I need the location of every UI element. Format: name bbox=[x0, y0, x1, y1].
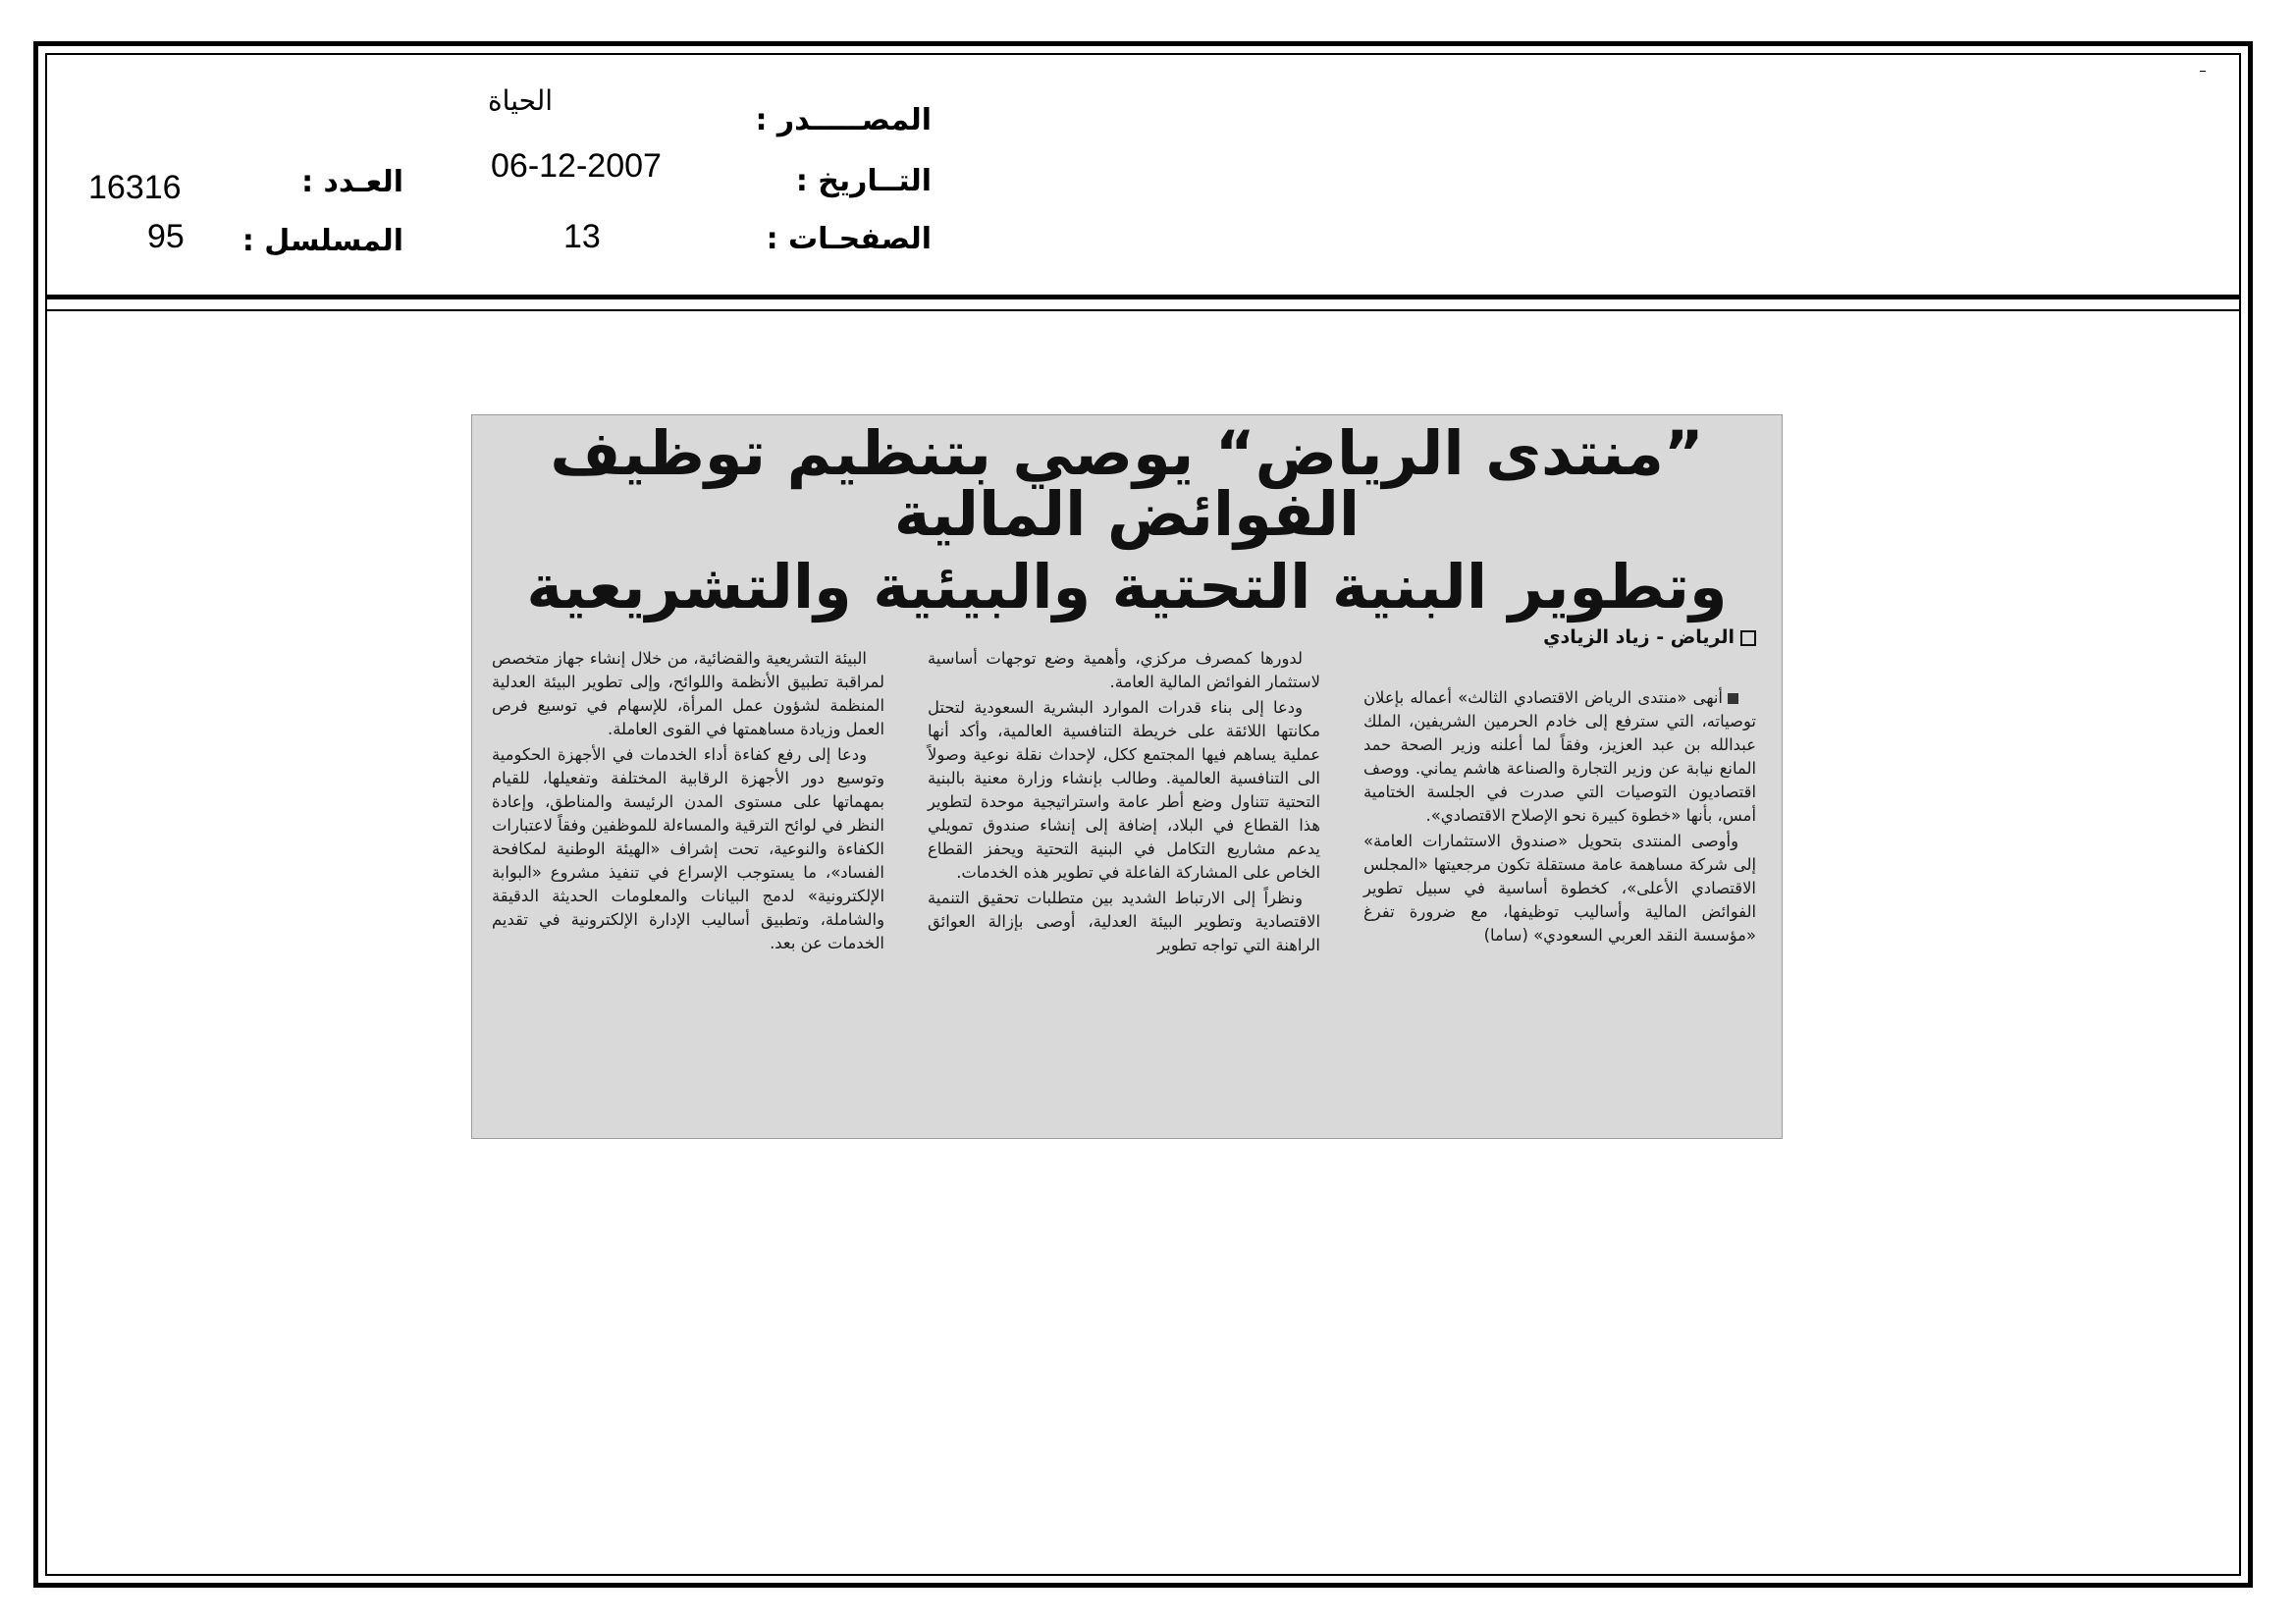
newspaper-clipping bbox=[471, 414, 1783, 1139]
date-label: التــاريخ : bbox=[795, 164, 932, 198]
col3-paragraph-1: البيئة التشريعية والقضائية، من خلال إنشاء جهاز متخصص لمراقبة تطبيق الأنظمة واللوائح، وإلى تطوير البيئة العدلية المنظمة لشؤون عمل المرأة، للإسهام في توسيع فرص العمل وزيادة مساهمتها في القوى العاملة. bbox=[492, 649, 884, 738]
byline-box-icon bbox=[1740, 630, 1756, 646]
article-byline bbox=[1543, 626, 1756, 648]
pages-label: الصفحـات : bbox=[766, 222, 932, 256]
article-column-1 bbox=[1363, 686, 1756, 949]
headline-line-2: وتطوير البنية التحتية والبيئية والتشريعية bbox=[526, 551, 1728, 623]
byline-text: الرياض - زياد الزيادي bbox=[1543, 626, 1735, 648]
header-divider-thin bbox=[45, 309, 2241, 311]
paragraph-square-icon bbox=[1728, 693, 1738, 704]
issue-label: العـدد : bbox=[301, 165, 403, 199]
col2-paragraph-1: لدورها كمصرف مركزي، وأهمية وضع توجهات أساسية لاستثمار الفوائض المالية العامة. bbox=[928, 649, 1320, 691]
serial-value: 95 bbox=[147, 218, 185, 255]
article-headline bbox=[482, 417, 1772, 623]
col2-paragraph-2: ودعا إلى بناء قدرات الموارد البشرية السعودية لتحتل مكانتها اللائقة على خريطة التنافسية العالمية، وأكد أنها عملية يساهم فيها المجتمع ككل، لإحداث نقلة نوعية وصولاً الى التنافسية العالمية. وطالب بإنشاء وزارة معنية بالبنية التحتية تتناول وضع أطر عامة واستراتيجية موحدة لتطوير هذا القطاع في البلاد، إضافة إلى إنشاء صندوق تمويلي يدعم مشاريع التكامل في البنية التحتية ويحفز القطاع الخاص على المشاركة الفاعلة في تطوير هذه الخدمات. bbox=[928, 698, 1320, 882]
corner-mark bbox=[2200, 71, 2206, 72]
source-value: الحياة bbox=[488, 84, 554, 117]
article-column-3 bbox=[492, 647, 884, 957]
header-divider-thick bbox=[45, 295, 2241, 299]
col2-paragraph-3: ونظراً إلى الارتباط الشديد بين متطلبات تحقيق التنمية الاقتصادية وتطوير البيئة العدلية، أوصى بإزالة العوائق الراهنة التي تواجه تطوير bbox=[928, 889, 1320, 954]
date-value: 06-12-2007 bbox=[491, 147, 662, 185]
issue-value: 16316 bbox=[88, 169, 182, 206]
headline-line-1: ”منتدى الرياض“ يوصي بتنظيم توظيف الفوائض المالية bbox=[550, 417, 1704, 550]
col3-paragraph-2: ودعا إلى رفع كفاءة أداء الخدمات في الأجهزة الحكومية وتوسيع دور الأجهزة الرقابية المختلفة وتفعيلها، للقيام بمهماتها على مستوى المدن الرئيسة والمناطق، وإعادة النظر في لوائح الترقية والمساءلة للموظفين وفقاً لاعتبارات الكفاءة والنوعية، تحت إشراف «الهيئة الوطنية لمكافحة الفساد»، ما يستوجب الإسراع في تنفيذ مشروع «البوابة الإلكترونية» لدمج البيانات والمعلومات الحديثة الدقيقة والشاملة، وتطبيق أساليب الإدارة الإلكترونية في تقديم الخدمات عن بعد. bbox=[492, 745, 884, 952]
col1-paragraph-1: أنهى «منتدى الرياض الاقتصادي الثالث» أعماله بإعلان توصياته، التي سترفع إلى خادم الحرمين الشريفين، الملك عبدالله بن عبد العزيز، وفقاً لما أعلنه وزير الصحة حمد المانع نيابة عن وزير التجارة والصناعة هاشم يماني. ووصف اقتصاديون التوصيات التي صدرت في الجلسة الختامية أمس، بأنها «خطوة كبيرة نحو الإصلاح الاقتصادي». bbox=[1363, 688, 1756, 825]
pages-value: 13 bbox=[563, 218, 601, 255]
serial-label: المسلسل : bbox=[241, 224, 403, 258]
article-column-2 bbox=[928, 647, 1320, 959]
col1-paragraph-2: وأوصى المنتدى بتحويل «صندوق الاستثمارات العامة» إلى شركة مساهمة عامة مستقلة تكون مرجعيتها «المجلس الاقتصادي الأعلى»، كخطوة أساسية في سبيل تطوير الفوائض المالية وأساليب توظيفها، مع ضرورة تفرغ «مؤسسة النقد العربي السعودي» (ساما) bbox=[1363, 832, 1756, 945]
source-label: المصـــــدر : bbox=[755, 103, 932, 137]
